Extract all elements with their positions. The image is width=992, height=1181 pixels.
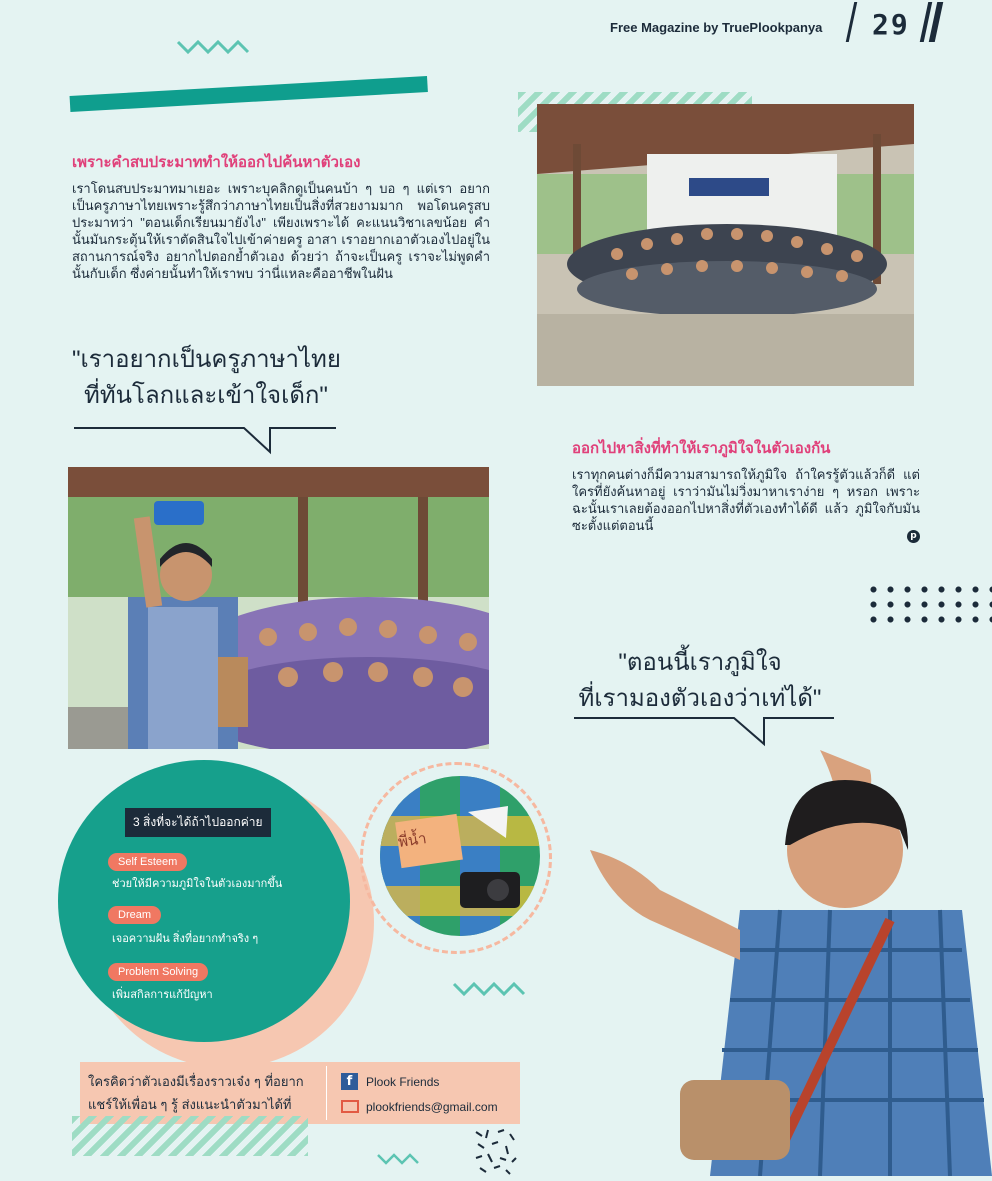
quote-1-line2: ที่ทันโลกและเข้าใจเด็ก" xyxy=(84,382,328,409)
section2-heading: ออกไปหาสิ่งที่ทำให้เราภูมิใจในตัวเองกัน xyxy=(572,440,831,457)
benefit-item xyxy=(108,960,208,979)
quote-1 xyxy=(72,342,372,414)
zigzag-icon xyxy=(376,1152,424,1166)
zigzag-icon xyxy=(176,38,250,56)
section2-body: เราทุกคนต่างก็มีความสามารถให้ภูมิใจ ถ้าใครรู้ตัวแล้วก็ดี แต่ใครที่ยังค้นหาอยู่ เราว่ามันไม่วิ่งมาหาเราง่าย ๆ หรอก เพราะฉะนั้นเราเลยต้องออกไปหาสิ่งที่ตัวเองทำได้ดี แล้ว ภูมิใจกับมันซะตั้งแต่ตอนนี้ xyxy=(572,467,920,533)
photo-handwritten-note: พี่น้ำ xyxy=(397,830,428,851)
confetti-pattern xyxy=(472,1128,518,1176)
benefit-item xyxy=(108,903,161,922)
hatch-decoration xyxy=(72,1116,308,1156)
contact-invitation: ใครคิดว่าตัวเองมีเรื่องราวเจ๋ง ๆ ที่อยาก แชร์ให้เพื่อน ๆ รู้ ส่งแนะนำตัวมาได้ที่ xyxy=(88,1074,304,1112)
benefit-desc: เจอความฝัน สิ่งที่อยากทำจริง ๆ xyxy=(112,933,259,945)
section1-body: เราโดนสบประมาทมาเยอะ เพราะบุคลิกดูเป็นคนบ้า ๆ บอ ๆ แต่เรา อยากเป็นครูภาษาไทยเพราะรู้สึกว่าภาษาไทยเป็นสิ่งที่สวยงามมาก พอโดนครูสบประมาทว่า "ตอนเด็กเรียนมายังไง" เพียงเพราะได้ คะแนนวิชาเลขน้อย คำนั้นมันกระตุ้นให้เราตัดสินใจไปเข้าค่ายครู อาสา เราอยากเอาตัวเองไปอยู่ในสถานการณ์จริง อยากไปตอกย้ำตัวเอง ด้วยว่า ถ้าจะเป็นครู เราจะไม่พูดคำนั้นกับเด็ก ซึ่งค่ายนั้นทำให้เราพบ ว่านี่แหละคืออาชีพในฝัน xyxy=(72,181,490,281)
green-stripe-decoration xyxy=(70,76,428,112)
quote-2-line2: ที่เรามองตัวเองว่าเท่ได้" xyxy=(578,685,822,712)
contact-email[interactable]: plookfriends@gmail.com xyxy=(366,1100,498,1114)
benefit-tag: Dream xyxy=(108,906,161,924)
divider xyxy=(326,1066,327,1120)
mail-icon xyxy=(341,1100,359,1113)
benefit-desc: ช่วยให้มีความภูมิใจในตัวเองมากขึ้น xyxy=(112,878,283,890)
speech-underline-icon xyxy=(574,714,836,748)
benefit-item xyxy=(108,850,187,869)
end-mark-icon: p xyxy=(907,530,920,543)
facebook-page-name[interactable]: Plook Friends xyxy=(366,1075,440,1089)
page-number: 29 xyxy=(872,8,910,41)
classroom-selfie-photo xyxy=(68,467,489,749)
quote-1-line1: "เราอยากเป็นครูภาษาไทย xyxy=(72,346,341,373)
benefits-title: 3 สิ่งที่จะได้ถ้าไปออกค่าย xyxy=(125,808,271,837)
dots-pattern xyxy=(865,582,992,628)
students-group-photo xyxy=(537,104,914,386)
speech-underline-icon xyxy=(74,420,338,456)
header-slash-decoration xyxy=(846,2,858,42)
girl-pointing-cutout xyxy=(590,750,992,1176)
items-circle-photo xyxy=(380,776,540,936)
benefit-tag: Problem Solving xyxy=(108,963,208,981)
zigzag-icon xyxy=(452,980,526,998)
benefit-desc: เพิ่มสกิลการแก้ปัญหา xyxy=(112,989,213,1001)
quote-2-line1: "ตอนนี้เราภูมิใจ xyxy=(618,649,782,676)
facebook-icon: f xyxy=(341,1073,358,1090)
section1-heading: เพราะคำสบประมาททำให้ออกไปค้นหาตัวเอง xyxy=(72,154,361,171)
quote-2 xyxy=(570,645,830,717)
magazine-header: Free Magazine by TruePlookpanya xyxy=(610,20,823,35)
benefit-tag: Self Esteem xyxy=(108,853,187,871)
